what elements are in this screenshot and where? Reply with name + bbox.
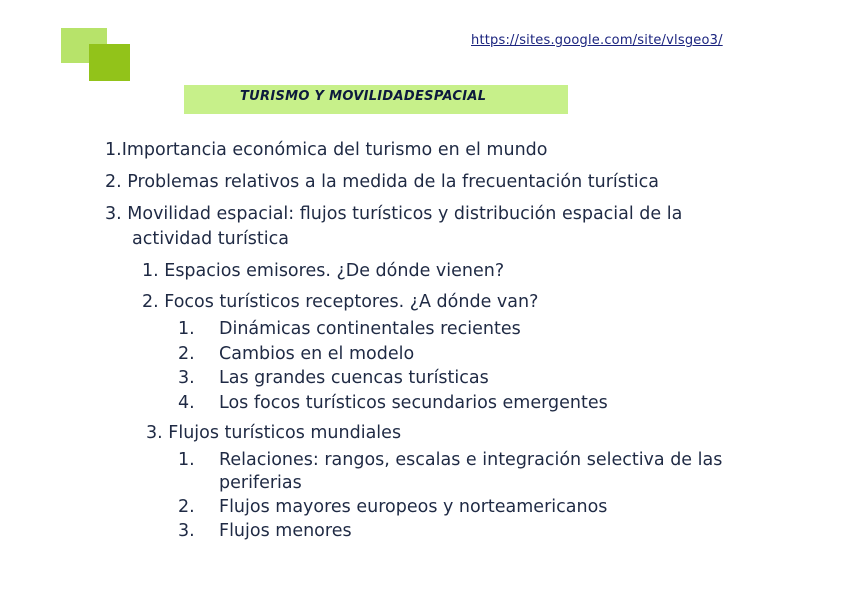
list-text: Las grandes cuencas turísticas (219, 368, 489, 388)
list-item (178, 393, 608, 413)
list-item (178, 521, 352, 541)
subitem-3-2: 2. Focos turísticos receptores. ¿A dónde van? (142, 292, 539, 312)
list-item (178, 344, 414, 364)
list-text: Flujos mayores europeos y norteamericanos (219, 497, 608, 517)
subitem-3-1: 1. Espacios emisores. ¿De dónde vienen? (142, 261, 505, 281)
site-url-link[interactable]: https://sites.google.com/site/vlsgeo3/ (471, 33, 723, 48)
list-item (178, 473, 302, 493)
list-number: 3. (178, 521, 195, 541)
list-item (178, 450, 722, 470)
logo-square-dark (89, 44, 130, 81)
list-number: 1. (178, 450, 195, 470)
list-text: Relaciones: rangos, escalas e integración selectiva de las (219, 450, 723, 470)
list-number: 3. (178, 368, 195, 388)
list-number: 2. (178, 497, 195, 517)
outline-item-2: 2. Problemas relativos a la medida de la frecuentación turística (105, 172, 659, 192)
list-number: 4. (178, 393, 195, 413)
list-text: Cambios en el modelo (219, 344, 415, 364)
page-title: TURISMO Y MOVILIDADESPACIAL (240, 89, 487, 104)
list-text: Flujos menores (219, 521, 352, 541)
outline-item-1: 1.Importancia económica del turismo en el mundo (105, 140, 548, 160)
list-text: Los focos turísticos secundarios emergentes (219, 393, 608, 413)
outline-item-3: 3. Movilidad espacial: flujos turísticos y distribución espacial de la (105, 204, 683, 224)
list-item (178, 368, 489, 388)
list-number: 1. (178, 319, 195, 339)
list-text: Dinámicas continentales recientes (219, 319, 521, 339)
outline-item-3-continuation: actividad turística (132, 229, 289, 249)
list-text: periferias (219, 473, 302, 493)
subitem-3-3: 3. Flujos turísticos mundiales (146, 423, 402, 443)
list-item (178, 319, 521, 339)
list-number: 2. (178, 344, 195, 364)
list-item (178, 497, 607, 517)
